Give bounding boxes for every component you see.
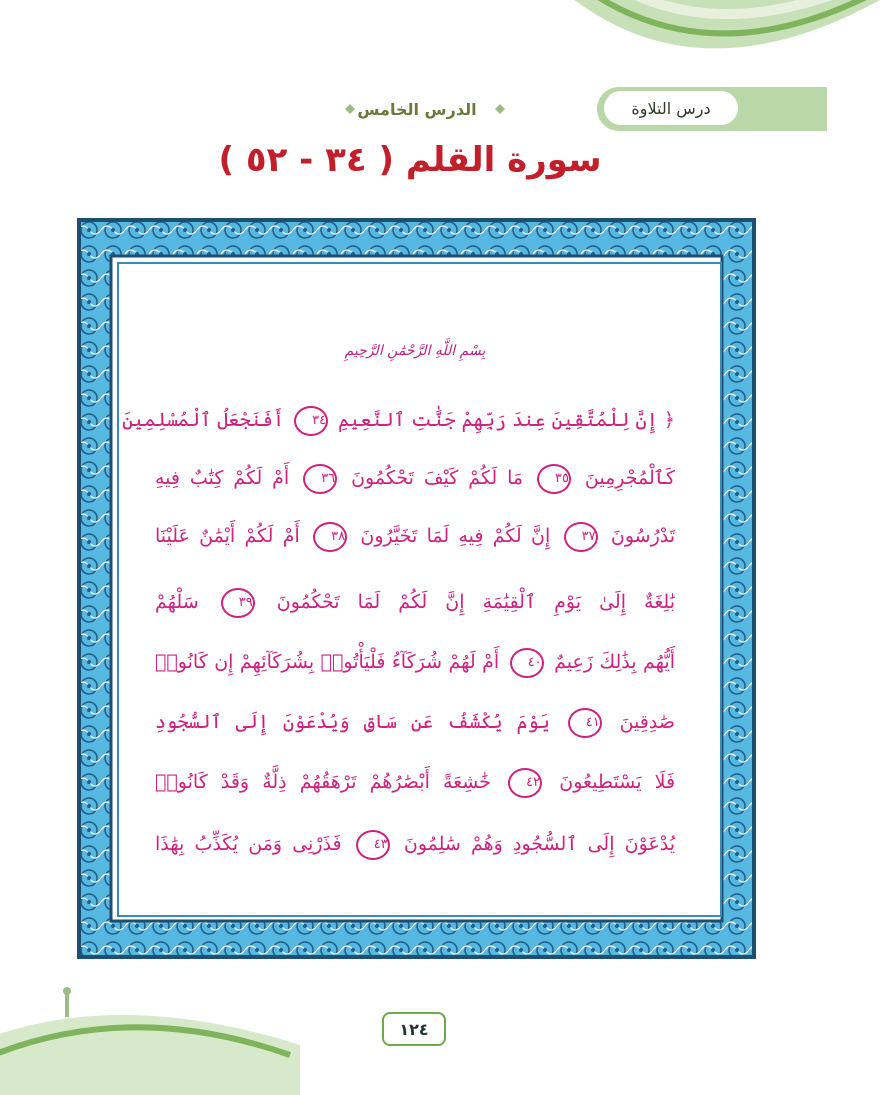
verse-line bbox=[155, 700, 675, 744]
ayah-marker: ٣٦ bbox=[303, 464, 337, 494]
verse-text: يُدْعَوْنَ إِلَى ٱلسُّجُودِ وَهُمْ سَٰلِمُونَ bbox=[403, 833, 675, 855]
verse-text: ﴿ إِنَّ لِلْمُتَّقِينَ عِندَ رَبِّهِمْ جَنَّٰتِ ٱلنَّعِيمِ bbox=[338, 409, 675, 431]
verse-text: تَدْرُسُونَ bbox=[610, 525, 675, 547]
verse-text: أَمْ لَكُمْ كِتَٰبٌ فِيهِ bbox=[155, 467, 290, 489]
verse-line bbox=[155, 640, 675, 684]
verse-text: صَٰدِقِينَ bbox=[619, 711, 675, 733]
ayah-marker: ٤٣ bbox=[356, 830, 390, 860]
ayah-marker: ٤١ bbox=[568, 708, 602, 738]
bottom-decorative-swoosh bbox=[0, 985, 300, 1095]
verse-text: مَا لَكُمْ كَيْفَ تَحْكُمُونَ bbox=[351, 467, 524, 489]
page-title: سورة القلم ( ٣٤ - ٥٢ ) bbox=[218, 140, 602, 180]
verse-text: أَيُّهُم بِذَٰلِكَ زَعِيمٌ bbox=[554, 651, 675, 673]
verse-line bbox=[155, 822, 675, 866]
verse-text: أَمْ لَكُمْ أَيْمَٰنٌ عَلَيْنَا bbox=[155, 525, 300, 547]
verse-line bbox=[155, 514, 675, 558]
ayah-marker: ٣٥ bbox=[537, 464, 571, 494]
verse-line bbox=[155, 580, 675, 624]
verse-text: أَفَنَجْعَلُ ٱلْمُسْلِمِينَ bbox=[122, 409, 285, 431]
verse-text: بَٰلِغَةٌ إِلَىٰ يَوْمِ ٱلْقِيَٰمَةِ إِنَّ لَكُمْ لَمَا تَحْكُمُونَ bbox=[276, 591, 675, 613]
lesson-label: الدرس الخامس bbox=[357, 100, 477, 119]
section-label: درس التلاوة bbox=[604, 91, 738, 125]
leaf-ornament-icon bbox=[495, 104, 505, 114]
ayah-marker: ٣٨ bbox=[313, 522, 347, 552]
verse-text: كَٱلْمُجْرِمِينَ bbox=[584, 467, 675, 489]
verse-text: يَوْمَ يُكْشَفُ عَن سَاقٍ وَيُدْعَوْنَ إِلَى ٱلسُّجُودِ bbox=[155, 711, 550, 733]
verse-text: أَمْ لَهُمْ شُرَكَآءُ فَلْيَأْتُوا۟ بِشُرَكَآئِهِمْ إِن كَانُوا۟ bbox=[155, 651, 500, 673]
verse-text: خَٰشِعَةً أَبْصَٰرُهُمْ تَرْهَقُهُمْ ذِلَّةٌ وَقَدْ كَانُوا۟ bbox=[155, 771, 492, 793]
ayah-marker: ٣٤ bbox=[294, 406, 328, 436]
verse-text: فَلَا يَسْتَطِيعُونَ bbox=[559, 771, 676, 793]
ayah-marker: ٣٧ bbox=[564, 522, 598, 552]
ayah-marker: ٣٩ bbox=[221, 588, 255, 618]
verse-text: فَذَرْنِى وَمَن يُكَذِّبُ بِهَٰذَا bbox=[155, 833, 342, 855]
verse-line bbox=[122, 398, 675, 442]
ayah-marker: ٤٢ bbox=[508, 768, 542, 798]
ayah-marker: ٤٠ bbox=[510, 648, 544, 678]
verse-line bbox=[155, 456, 675, 500]
verse-line bbox=[155, 760, 675, 804]
basmala: بِسْمِ اللَّهِ الرَّحْمَٰنِ الرَّحِيمِ bbox=[344, 343, 486, 359]
verse-text: إِنَّ لَكُمْ فِيهِ لَمَا تَخَيَّرُونَ bbox=[360, 525, 551, 547]
page-number: ١٢٤ bbox=[382, 1012, 446, 1046]
verse-text: سَلْهُمْ bbox=[155, 591, 199, 613]
top-decorative-swoosh bbox=[520, 0, 880, 100]
